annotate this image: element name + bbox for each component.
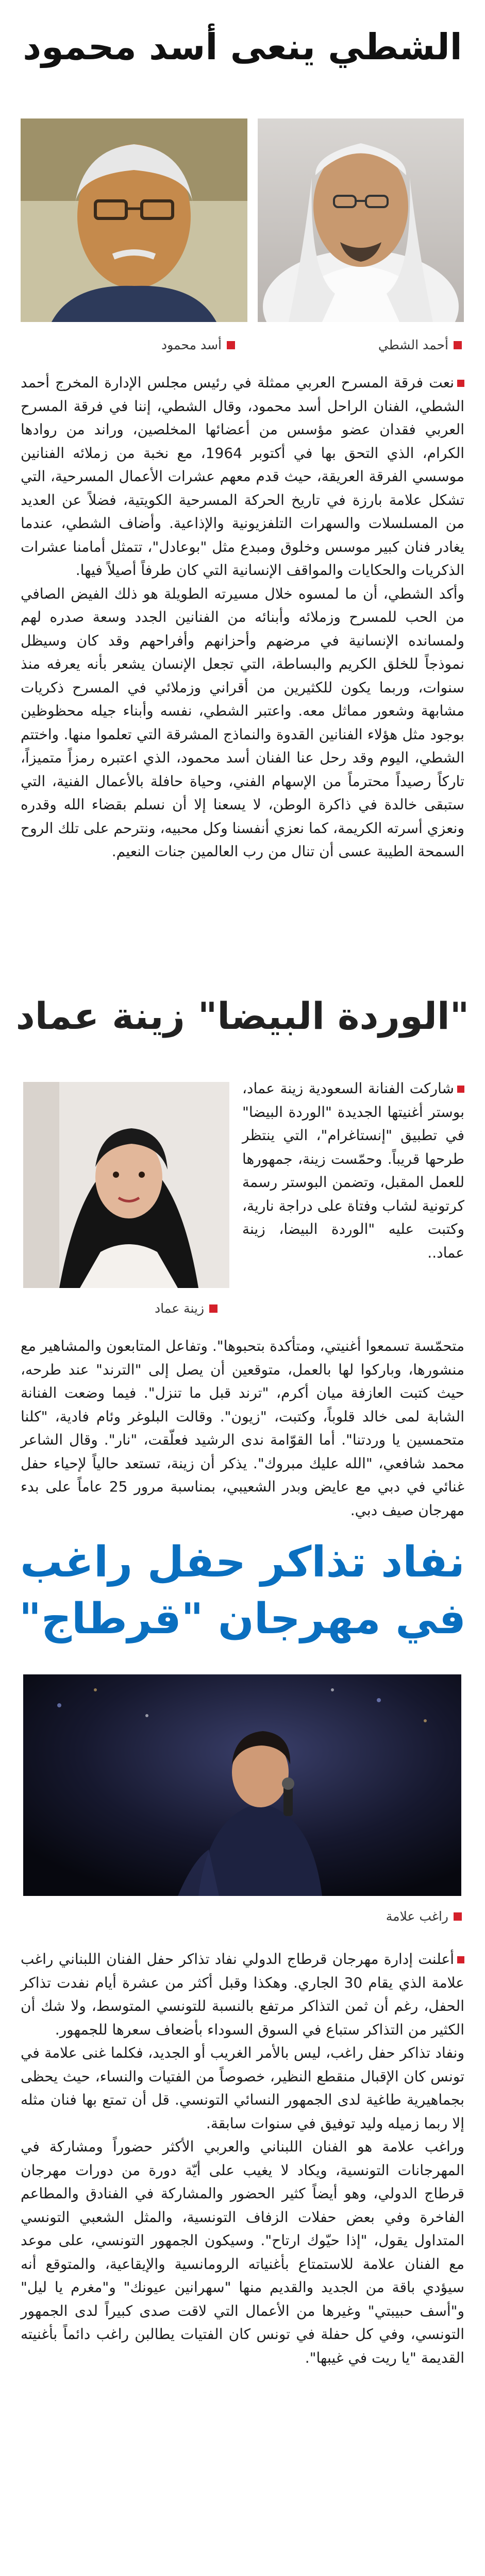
photo-zeina-emad: [23, 1082, 229, 1288]
article1-headline: الشطي ينعى أسد محمود: [23, 26, 462, 68]
article3-paragraph-1: أعلنت إدارة مهرجان قرطاج الدولي نفاد تذاكر حفل الفنان اللبناني راغب علامة الذي يقام 30 الجاري. وهكذا وقبل أكثر من عشرة أيام نفدت تذاكر الحفل، رغم أن ثمن التذاكر مرتفع بالنسبة للتونسي المتوسط، ولا شك أن الكثير من التذاكر ستباع في السوق السوداء بأضعاف سعرها للجمهور.: [21, 1951, 465, 2038]
article3-paragraph-3: وراغب علامة هو الفنان اللبناني والعربي الأكثر حضوراً ومشاركة في المهرجانات التونسية، ويكاد لا يغيب على أيّة دورة من دورات مهرجان قرطاج الدولي، وهو أيضاً كثير الحضور والمشاركة في الفنادق والمطاعم الفاخرة وفي بعض حفلات الزفاف التونسية، والمثل الشعبي التونسي المتداول يقول، "إذا حيّوك ارتاح". وسيكون الجمهور التونسي، على موعد مع الفنان علامة للاستمتاع بأغنياته الرومانسية والإيقاعية، والمتوقع أنه سيؤدي باقة من الجديد والقديم منها "سهرانين عيونك" و"مغرم يا ليل" و"أسف حبيبتي" وغيرها من الأعمال التي لاقت صدى كبيراً لدى الجمهور التونسي، وفي كل حفلة في تونس كان الفتيات يطالبن راغب دائماً بأغنيته القديمة "يا ريت في غيبها".: [21, 2138, 464, 2366]
article3-headline-line2: في مهرجان "قرطاج": [19, 1595, 466, 1643]
caption-text: أحمد الشطي: [378, 337, 448, 352]
article2-body: متحمّسة تسمعوا أغنيتي، ومتأكدة بتحبوها". وتفاعل المتابعون والمشاهير مع منشورها، وباركوا لها بالعمل، متوقعين أن يصل إلى "الترند" عند طرحه، حيث كتبت العازفة ميان أكرم، "ترند قبل ما تنزل". فيما وضعت الفنانة الشابة لمى خالد قلوباً، وكتبت، "زيون". وقالت البلوغر وئام فادية، "كلنا متحمسين يا وردتنا". أما القوّامة ندى الرشيد فعلّقت، "نار". وقال الشاعر محمد شافعي، "الله عليك مبروك". يذكر أن زينة، تستعد حالياً لإحياء حفل غنائي في دبي مع عايض وبدر الشعيبي، بمناسبة مرور 25 عاماً على بدء مهرجان صيف دبي.: [21, 1337, 464, 1519]
article3-paragraph-2: ونفاد تذاكر حفل راغب، ليس بالأمر الغريب أو الجديد، فكلما غنى علامة في تونس كان الإقبال منقطع النظير، خصوصاً من الفتيات والنساء، حيث يحظى بجماهيرية طاغية لدى الجمهور النسائي التونسي. قل أن تمتع بها فنان مثله إلا ربما زميله وليد توفيق في سنوات سابقة.: [21, 2044, 464, 2132]
caption-marker: [454, 341, 462, 349]
bullet-marker: [457, 1956, 464, 1963]
caption-text: أسد محمود: [161, 337, 222, 352]
article1-body: [21, 371, 464, 917]
bullet-marker: [457, 1086, 464, 1093]
article3-headline-line1: نفاد تذاكر حفل راغب: [20, 1538, 465, 1587]
caption-ragheb-alama: [386, 1909, 462, 1924]
caption-text: زينة عماد: [155, 1301, 205, 1316]
article2-headline: "الوردة البيضا" زينة عماد: [15, 994, 470, 1038]
article1-paragraph-1: نعت فرقة المسرح العربي ممثلة في رئيس مجلس الإدارة المخرج أحمد الشطي، الفنان الراحل أسد محمود، وقال الشطي، إننا في فرقة المسرح العربي فقدان عضو مؤسس من أعضائها المخلصين، وراند من روادها الكرام، الذي التحق بها في أكتوبر 1964، مع نخبة من زملائه الفنانين موسسي الفرقة العريقة، حيث قدم معهم عشرات الأعمال المسرحية، التي تشكل علامة بارزة في تاريخ الحركة المسرحية الكويتية، فضلاً عن العديد من المسلسلات والسهرات التلفزيونية والإذاعية. وأضاف الشطي، عندما يغادر فنان كبير موسس وخلوق ومبدع مثل "بوعادل"، تتمثل أمامنا عشرات الذكريات والحكايات والمواقف الإنسانية التي كان طرفاً أصيلاً فيها.: [21, 374, 464, 579]
article3-body: [21, 1947, 464, 2576]
caption-marker: [209, 1304, 218, 1313]
article2-side-text: شاركت الفنانة السعودية زينة عماد، بوستر أغنيتها الجديدة "الوردة البيضا" في تطبيق "إنستاغرام"، التي ينتظر طرحها قريباً. وحمّست زينة، جمهورها للعمل المقبل، وتضمن البوستر رسمة كرتونية لشاب وفتاة على دراجة نارية، وكتبت عليه "الوردة البيضا، زينة عماد..: [242, 1080, 464, 1261]
bullet-marker: [457, 380, 464, 387]
photo-ragheb-alama: [23, 1674, 461, 1896]
photo-ahmad-alshatti: [258, 118, 464, 322]
caption-asad-mahmoud: [161, 337, 235, 352]
photo-asad-mahmoud: [21, 118, 247, 322]
caption-zeina-emad: [155, 1301, 218, 1316]
article1-paragraph-2: وأكد الشطي، أن ما لمسوه خلال مسيرته الطويلة هو ذلك الفيض الصافي من الحب للمسرح وزملائه وأبنائه من الفنانين الجدد وسعة صدره لهم ولمسانده الإنسانية في مرضهم وأحزانهم وأفراحهم وقد كان وسيظل نموذجاً للخلق الكريم والبساطة، التي تجعل الإنسان يشعر بأنه يعرفه منذ سنوات، وربما يكون للكثيرين من أقراني وزملائي في المسرح ذكريات مشابهة وشعور مماثل معه. واعتبر الشطي، نفسه وأبناء جيله محظوظين بوجود مثل هؤلاء الفنانين القدوة والنماذج المشرقة التي تعلموا منها. واختتم الشطي، اليوم وقد رحل عنا الفنان أسد محمود، الذي اعتبره رمزاً متميزاً، تاركاً رصيداً محترماً من الإسهام الفني، وحياة حافلة بالأعمال الفنية، التي ستبقى خالدة في ذاكرة الوطن، لا يسعنا إلا أن نسلم بقضاء الله وقدره ونعزي أسرته الكريمة، كما نعزي أنفسنا وكل محبيه، ونترحم على تلك الروح السمحة الطيبة عسى أن تنال من رب العالمين جنات النعيم.: [21, 585, 464, 860]
caption-marker: [454, 1912, 462, 1921]
caption-ahmad-alshatti: [378, 337, 462, 352]
caption-text: راغب علامة: [386, 1909, 448, 1924]
caption-marker: [227, 341, 235, 349]
